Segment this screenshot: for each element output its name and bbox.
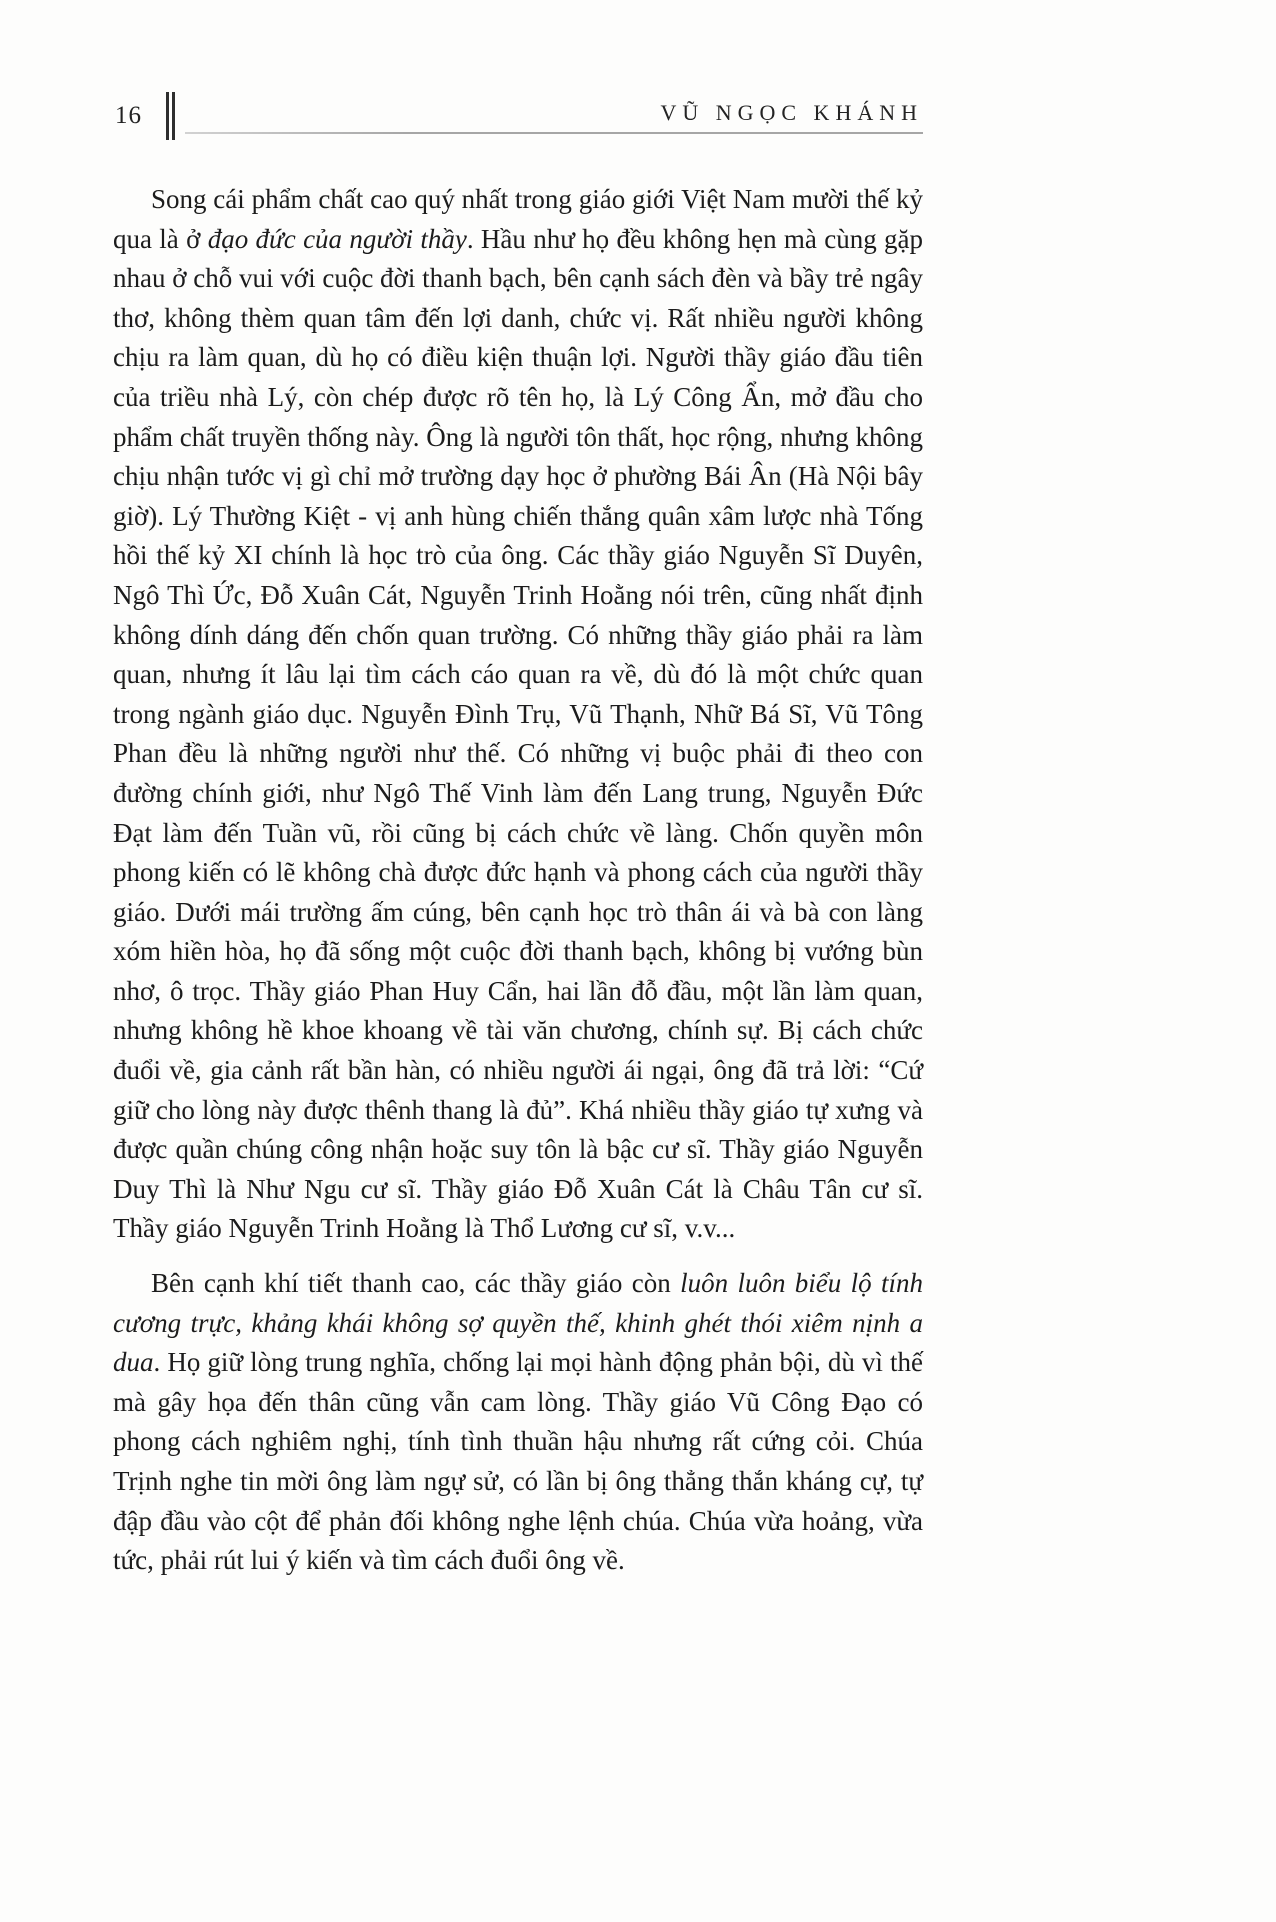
double-bar-ornament xyxy=(166,92,175,140)
text-run: . Họ giữ lòng trung nghĩa, chống lại mọi hành động phản bội, dù vì thế mà gây họa đến thân cũng vẫn cam lòng. Thầy giáo Vũ Công Đạo có phong cách nghiêm nghị, tính tình thuần hậu nhưng rất cứng cỏi. Chúa Trịnh nghe tin mời ông làm ngự sử, có lần bị ông thẳng thắn kháng cự, tự đập đầu vào cột để phản đối không nghe lệnh chúa. Chúa vừa hoảng, vừa tức, phải rút lui ý kiến và tìm cách đuổi ông về. xyxy=(113,1347,923,1576)
page-body xyxy=(113,180,923,1581)
text-run-italic: đạo đức của người thầy xyxy=(207,223,467,254)
page-header xyxy=(113,92,923,142)
text-run-italic: luôn luôn biểu lộ tính cương trực, khảng khái không sợ quyền thế, khinh ghét thói xiêm nịnh a dua xyxy=(113,1268,923,1378)
text-run: . Hầu như họ đều không hẹn mà cùng gặp nhau ở chỗ vui với cuộc đời thanh bạch, bên cạnh sách đèn và bầy trẻ ngây thơ, không thèm quan tâm đến lợi danh, chức vị. Rất nhiều người không chịu ra làm quan, dù họ có điều kiện thuận lợi. Người thầy giáo đầu tiên của triều nhà Lý, còn chép được rõ tên họ, là Lý Công Ẩn, mở đầu cho phẩm chất truyền thống này. Ông là người tôn thất, học rộng, nhưng không chịu nhận tước vị gì chỉ mở trường dạy học ở phường Bái Ân (Hà Nội bây giờ). Lý Thường Kiệt - vị anh hùng chiến thắng quân xâm lược nhà Tống hồi thế kỷ XI chính là học trò của ông. Các thầy giáo Nguyễn Sĩ Duyên, Ngô Thì Ức, Đỗ Xuân Cát, Nguyễn Trinh Hoằng nói trên, cũng nhất định không dính dáng đến chốn quan trường. Có những thầy giáo phải ra làm quan, nhưng ít lâu lại tìm cách cáo quan ra về, dù đó là một chức quan trong ngành giáo dục. Nguyễn Đình Trụ, Vũ Thạnh, Nhữ Bá Sĩ, Vũ Tông Phan đều là những người như thế. Có những vị buộc phải đi theo con đường chính giới, như Ngô Thế Vinh làm đến Lang trung, Nguyễn Đức Đạt làm đến Tuần vũ, rồi cũng bị cách chức về làng. Chốn quyền môn phong kiến có lẽ không chà được đức hạnh và phong cách của người thầy giáo. Dưới mái trường ấm cúng, bên cạnh học trò thân ái và bà con làng xóm hiền hòa, họ đã sống một cuộc đời thanh bạch, không bị vướng bùn nhơ, ô trọc. Thầy giáo Phan Huy Cẩn, hai lần đỗ đầu, một lần làm quan, nhưng không hề khoe khoang về tài văn chương, chính sự. Bị cách chức đuổi về, gia cảnh rất bần hàn, có nhiều người ái ngại, ông đã trả lời: “Cứ giữ cho lòng này được thênh thang là đủ”. Khá nhiều thầy giáo tự xưng và được quần chúng công nhận hoặc suy tôn là bậc cư sĩ. Thầy giáo Nguyễn Duy Thì là Như Ngu cư sĩ. Thầy giáo Đỗ Xuân Cát là Châu Tân cư sĩ. Thầy giáo Nguyễn Trinh Hoằng là Thổ Lương cư sĩ, v.v... xyxy=(113,223,923,1244)
paragraph-1 xyxy=(113,180,923,1249)
page-number: 16 xyxy=(115,102,142,129)
text-run: Song cái phẩm chất cao quý nhất trong giáo giới Việt Nam mười thế kỷ qua là ở xyxy=(113,184,923,254)
paragraph-2 xyxy=(113,1264,923,1581)
header-rule xyxy=(185,132,923,134)
running-head-author: VŨ NGỌC KHÁNH xyxy=(660,100,923,125)
text-run: Bên cạnh khí tiết thanh cao, các thầy giáo còn xyxy=(151,1268,681,1299)
